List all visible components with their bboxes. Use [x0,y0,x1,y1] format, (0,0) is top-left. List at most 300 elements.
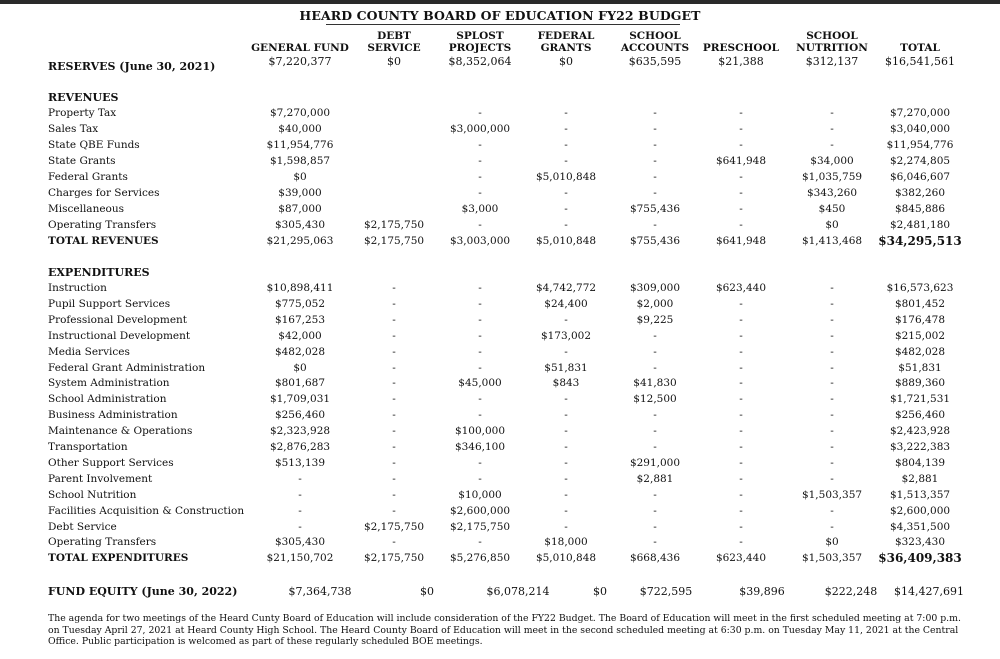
cell-sa: $668,436 [629,552,681,565]
cell-fg: - [564,203,568,215]
table-row [0,219,1000,235]
cell-sp: $2,600,000 [449,504,511,517]
cell-tot: $323,430 [894,536,946,549]
cell-sp: - [478,393,482,406]
cell-fg: - [564,472,568,485]
cell-fg: - [564,313,568,326]
cell-pre: - [739,123,743,135]
cell-ds: - [392,313,396,326]
cell-sa: $755,436 [629,203,681,215]
cell-gf: $7,270,000 [269,107,331,119]
cell-ds: $2,175,750 [363,520,425,533]
cell-sa: - [653,107,657,119]
cell-sp: $10,000 [458,488,502,501]
row-label: Instruction [48,282,107,294]
table-row [0,489,1000,505]
table-row [0,505,1000,521]
table-row [0,536,1000,552]
equity-cell-sa: $722,595 [639,585,693,598]
row-label: TOTAL REVENUES [48,235,159,247]
cell-sn: - [830,313,834,326]
cell-pre: - [739,187,743,199]
equity-cell-gf: $7,364,738 [288,585,352,598]
cell-ds: $2,175,750 [363,552,425,565]
cell-pre: - [739,329,743,342]
cell-fg: - [564,155,568,167]
column-header-line1: FEDERAL [537,30,595,42]
column-header-line1: SCHOOL [629,30,681,42]
cell-sa: - [653,187,657,199]
cell-sp: - [478,282,482,294]
reserves-value: $0 [559,55,573,68]
cell-sp: - [478,139,482,151]
table-row [0,441,1000,457]
cell-pre: - [739,472,743,485]
cell-sn: - [830,139,834,151]
total-row [0,235,1000,251]
cell-fg: - [564,520,568,533]
cell-tot: $51,831 [898,361,942,374]
cell-sp: $346,100 [454,441,506,453]
cell-sa: - [653,504,657,517]
table-row [0,409,1000,425]
table-row [0,107,1000,123]
cell-fg: - [564,425,568,438]
cell-fg: $173,002 [540,329,592,342]
cell-fg: $18,000 [544,536,588,549]
cell-sa: $309,000 [629,282,681,294]
reserves-value: $21,388 [718,55,764,68]
cell-fg: - [564,456,568,469]
cell-ds: - [392,361,396,374]
column-header-line2: PROJECTS [448,42,512,54]
cell-fg: $5,010,848 [535,552,597,565]
cell-tot: $804,139 [894,456,946,469]
fund-equity-row [0,585,1000,601]
cell-sp: - [478,187,482,199]
table-row [0,330,1000,346]
cell-pre: - [739,409,743,422]
equity-cell-sn: $222,248 [824,585,878,598]
cell-sn: $34,000 [810,155,854,167]
cell-pre: - [739,520,743,533]
title-underline [326,24,680,25]
cell-sn: - [830,345,834,358]
cell-fg: - [564,504,568,517]
cell-ds: - [392,377,396,390]
cell-sn: - [830,504,834,517]
cell-tot: $36,409,383 [878,551,962,566]
cell-tot: $889,360 [894,377,946,390]
cell-gf: - [298,472,302,485]
table-row [0,362,1000,378]
cell-gf: $256,460 [274,409,326,422]
cell-sp: - [478,409,482,422]
cell-fg: - [564,393,568,406]
page-title: HEARD COUNTY BOARD OF EDUCATION FY22 BUDGET [299,8,701,23]
fund-equity-label: FUND EQUITY (June 30, 2022) [48,585,238,598]
row-label: TOTAL EXPENDITURES [48,552,189,565]
cell-sa: $291,000 [629,456,681,469]
cell-sa: $41,830 [633,377,677,390]
cell-sa: - [653,329,657,342]
cell-tot: $3,222,383 [889,441,951,453]
cell-ds: $2,175,750 [363,235,425,247]
cell-sa: - [653,536,657,549]
column-header-line2: TOTAL [900,42,940,54]
table-row [0,282,1000,298]
cell-ds: - [392,425,396,438]
cell-ds: - [392,441,396,453]
row-label: Property Tax [48,107,117,119]
cell-sa: - [653,520,657,533]
cell-sp: - [478,472,482,485]
column-header-line2: GENERAL FUND [251,42,349,54]
table-row [0,457,1000,473]
cell-fg: $843 [552,377,580,390]
cell-sa: - [653,219,657,231]
cell-sp: - [478,219,482,231]
cell-fg: - [564,409,568,422]
cell-pre: $641,948 [715,155,767,167]
cell-sp: - [478,536,482,549]
cell-pre: - [739,536,743,549]
row-label: Operating Transfers [48,536,157,549]
column-header-tot [865,30,975,68]
cell-sn: - [830,409,834,422]
row-label: Federal Grant Administration [48,361,206,374]
row-label: Media Services [48,345,130,358]
table-row [0,346,1000,362]
cell-pre: - [739,377,743,390]
column-header-line2: PRESCHOOL [702,42,780,54]
cell-sp: - [478,297,482,310]
cell-sa: - [653,155,657,167]
table-row [0,314,1000,330]
cell-gf: $39,000 [278,187,322,199]
cell-sn: - [830,297,834,310]
cell-ds: - [392,472,396,485]
cell-ds: - [392,329,396,342]
table-row [0,393,1000,409]
cell-sn: - [830,456,834,469]
cell-tot: $2,423,928 [889,425,951,438]
cell-sp: - [478,361,482,374]
cell-gf: $1,598,857 [269,155,331,167]
cell-sn: - [830,329,834,342]
cell-sa: $755,436 [629,235,681,247]
column-header-line2: GRANTS [540,42,592,54]
cell-sp: $5,276,850 [449,552,511,565]
cell-gf: - [298,520,302,533]
cell-tot: $1,721,531 [889,393,951,406]
table-row [0,377,1000,393]
cell-fg: $4,742,772 [535,282,597,294]
reserves-label: RESERVES (June 30, 2021) [48,60,216,73]
cell-sn: - [830,393,834,406]
cell-pre: $623,440 [715,552,767,565]
cell-gf: $167,253 [274,313,326,326]
row-label: Sales Tax [48,123,99,135]
cell-tot: $256,460 [894,409,946,422]
cell-gf: $0 [293,361,307,374]
cell-ds: - [392,536,396,549]
row-label: Professional Development [48,313,188,326]
cell-gf: $87,000 [278,203,322,215]
cell-gf: $40,000 [278,123,322,135]
table-row [0,139,1000,155]
table-row [0,187,1000,203]
cell-tot: $1,513,357 [889,488,951,501]
cell-fg: - [564,345,568,358]
expenditures-title: EXPENDITURES [48,266,150,279]
row-label: State QBE Funds [48,139,140,151]
cell-sa: - [653,441,657,453]
cell-sn: - [830,107,834,119]
cell-gf: $21,150,702 [266,552,334,565]
cell-sa: $12,500 [633,393,677,406]
cell-fg: $24,400 [544,297,588,310]
cell-tot: $11,954,776 [886,139,954,151]
equity-cell-tot: $14,427,691 [894,585,964,598]
cell-pre: - [739,441,743,453]
cell-tot: $2,481,180 [889,219,951,231]
cell-tot: $845,886 [894,203,946,215]
cell-sa: $9,225 [636,313,674,326]
cell-tot: $16,573,623 [886,282,954,294]
cell-gf: $1,709,031 [269,393,331,406]
cell-fg: - [564,107,568,119]
cell-sp: $3,003,000 [449,235,511,247]
row-label: Transportation [48,441,128,453]
cell-sn: $450 [818,203,846,215]
cell-sn: $0 [825,219,839,231]
cell-pre: - [739,219,743,231]
cell-pre: - [739,504,743,517]
cell-sn: $343,260 [806,187,858,199]
cell-fg: - [564,123,568,135]
equity-cell-ds: $0 [420,585,434,598]
row-label: System Administration [48,377,170,390]
revenues-title: REVENUES [48,91,119,104]
row-label: Federal Grants [48,171,128,183]
cell-tot: $3,040,000 [889,123,951,135]
column-header-line2: SERVICE [367,42,421,54]
cell-pre: - [739,203,743,215]
table-row [0,425,1000,441]
row-label: Debt Service [48,520,117,533]
cell-fg: - [564,187,568,199]
cell-sn: - [830,123,834,135]
cell-sp: $100,000 [454,425,506,438]
cell-ds: - [392,393,396,406]
cell-tot: $6,046,607 [889,171,951,183]
cell-fg: $5,010,848 [535,171,597,183]
table-row [0,155,1000,171]
cell-ds: $2,175,750 [363,219,425,231]
row-label: Parent Involvement [48,472,153,485]
cell-fg: - [564,488,568,501]
cell-tot: $176,478 [894,313,946,326]
cell-gf: $801,687 [274,377,326,390]
row-label: Pupil Support Services [48,297,171,310]
reserves-value: $635,595 [628,55,682,68]
cell-sn: $1,503,357 [801,488,863,501]
cell-sa: - [653,361,657,374]
cell-sn: - [830,520,834,533]
row-label: Instructional Development [48,329,191,342]
column-header-line1 [865,30,975,42]
reserves-value: $312,137 [805,55,859,68]
table-row [0,521,1000,537]
row-label: Facilities Acquisition & Construction [48,504,245,517]
cell-gf: $21,295,063 [266,235,334,247]
cell-tot: $482,028 [894,345,946,358]
cell-pre: $623,440 [715,282,767,294]
cell-gf: $305,430 [274,219,326,231]
cell-pre: - [739,171,743,183]
cell-gf: $0 [293,171,307,183]
cell-sn: - [830,361,834,374]
cell-sp: - [478,345,482,358]
cell-sa: - [653,171,657,183]
row-label: Operating Transfers [48,219,157,231]
meeting-notice: The agenda for two meetings of the Heard Cunty Board of Education will include consideration of the FY22 Budget. The Board of Education will meet in the first scheduled meeting at 7:00 p.m. on Tuesday April 27, 2021 at Heard County High School. The Heard County Board of Education will meet in the second scheduled meeting at 6:30 p.m. on Tuesday May 11, 2021 at the Central Office. Public participation is welcomed as part of these regularly scheduled BOE meetings. [48,613,961,647]
cell-sn: $1,035,759 [801,171,863,183]
cell-gf: $775,052 [274,297,326,310]
cell-tot: $4,351,500 [889,520,951,533]
cell-sp: - [478,456,482,469]
cell-sp: $3,000 [461,203,499,215]
column-header-line1: SCHOOL [806,30,858,42]
row-label: Charges for Services [48,187,160,199]
cell-sp: $3,000,000 [449,123,511,135]
cell-pre: - [739,297,743,310]
cell-tot: $34,295,513 [878,234,962,248]
cell-gf: $2,323,928 [269,425,331,438]
cell-gf: $11,954,776 [266,139,334,151]
cell-sn: $0 [825,536,839,549]
row-label: School Nutrition [48,488,137,501]
table-row [0,203,1000,219]
cell-sn: - [830,441,834,453]
cell-ds: - [392,282,396,294]
table-row [0,298,1000,314]
cell-fg: - [564,219,568,231]
column-header-line2: NUTRITION [796,42,868,54]
cell-sa: - [653,488,657,501]
cell-pre: - [739,139,743,151]
row-label: Business Administration [48,409,178,422]
cell-ds: - [392,504,396,517]
cell-ds: - [392,345,396,358]
cell-pre: - [739,488,743,501]
cell-tot: $382,260 [894,187,946,199]
cell-gf: $482,028 [274,345,326,358]
row-label: State Grants [48,155,116,167]
reserves-value: $7,220,377 [268,55,332,68]
total-row [0,552,1000,568]
cell-sp: $45,000 [458,377,502,390]
cell-fg: - [564,441,568,453]
cell-sa: - [653,345,657,358]
column-header-line2: ACCOUNTS [620,42,690,54]
equity-cell-fg: $0 [593,585,607,598]
cell-gf: - [298,488,302,501]
cell-ds: - [392,297,396,310]
cell-sn: - [830,282,834,294]
cell-sp: - [478,171,482,183]
cell-pre: - [739,107,743,119]
column-header-line1: DEBT [377,30,411,42]
cell-pre: - [739,361,743,374]
cell-sa: $2,881 [636,472,674,485]
row-label: Maintenance & Operations [48,425,193,438]
cell-sn: $1,503,357 [801,552,863,565]
cell-tot: $215,002 [894,329,946,342]
cell-gf: $10,898,411 [266,282,334,294]
cell-tot: $2,274,805 [889,155,951,167]
cell-sa: $2,000 [636,297,674,310]
cell-sa: - [653,425,657,438]
cell-fg: $51,831 [544,361,588,374]
column-header-line1: SPLOST [456,30,504,42]
cell-ds: - [392,488,396,501]
cell-sa: - [653,123,657,135]
reserves-value: $16,541,561 [885,55,955,68]
cell-gf: $305,430 [274,536,326,549]
cell-sn: - [830,472,834,485]
cell-pre: - [739,456,743,469]
cell-gf: - [298,504,302,517]
table-row [0,123,1000,139]
cell-sp: $2,175,750 [449,520,511,533]
equity-cell-sp: $6,078,214 [486,585,550,598]
cell-fg: $5,010,848 [535,235,597,247]
cell-pre: $641,948 [715,235,767,247]
cell-pre: - [739,425,743,438]
row-label: School Administration [48,393,167,406]
cell-sp: - [478,313,482,326]
reserves-value: $8,352,064 [448,55,512,68]
cell-sp: - [478,155,482,167]
row-label: Miscellaneous [48,203,125,215]
cell-gf: $513,139 [274,456,326,469]
row-label: Other Support Services [48,456,174,469]
cell-tot: $2,600,000 [889,504,951,517]
cell-tot: $2,881 [901,472,939,485]
cell-gf: $2,876,283 [269,441,331,453]
cell-pre: - [739,393,743,406]
equity-cell-pre: $39,896 [739,585,785,598]
cell-fg: - [564,139,568,151]
cell-sn: - [830,425,834,438]
table-row [0,171,1000,187]
cell-sa: - [653,139,657,151]
cell-sp: - [478,329,482,342]
cell-sn: - [830,377,834,390]
cell-pre: - [739,345,743,358]
cell-sp: - [478,107,482,119]
cell-tot: $7,270,000 [889,107,951,119]
cell-ds: - [392,409,396,422]
cell-ds: - [392,456,396,469]
top-border [0,0,1000,4]
reserves-value: $0 [387,55,401,68]
cell-sn: $1,413,468 [801,235,863,247]
cell-gf: $42,000 [278,329,322,342]
cell-pre: - [739,313,743,326]
